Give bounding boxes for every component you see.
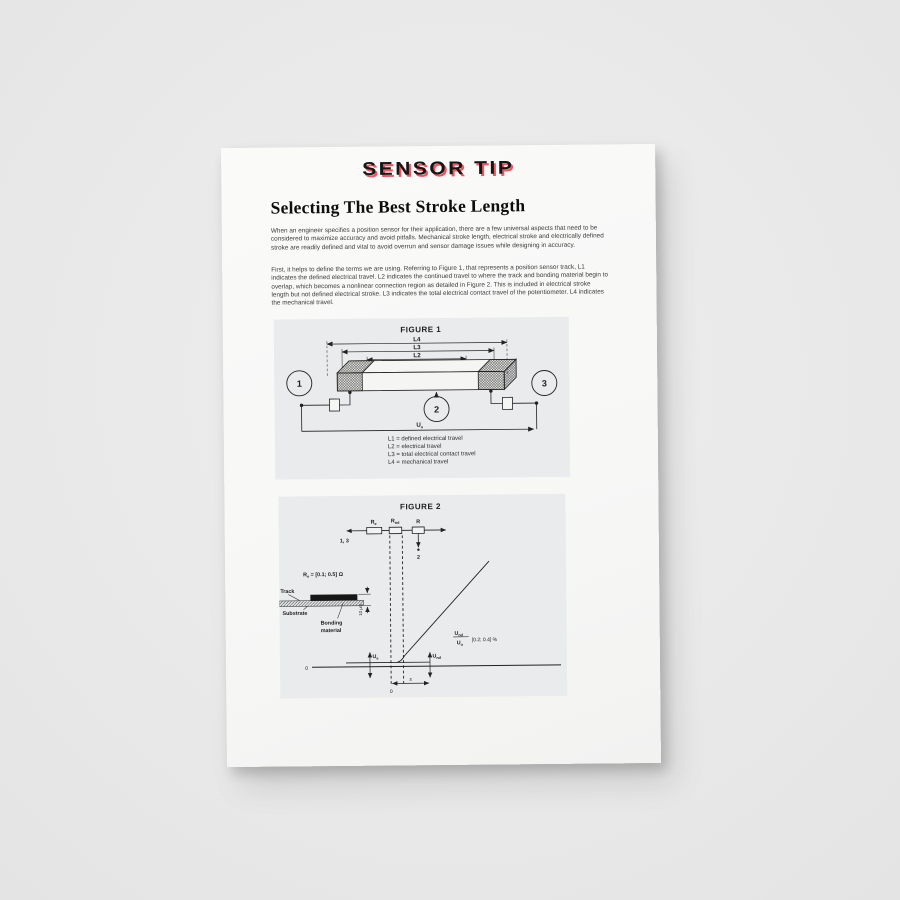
legend-l1: L1 = defined electrical travel: [387, 435, 463, 443]
terminals-1-3-label: 1, 3: [339, 538, 349, 545]
resistor-r-label: R: [416, 519, 421, 526]
track-cross-section: [279, 587, 371, 635]
figure-2: [278, 494, 567, 699]
dim-label-l2: L2: [413, 352, 421, 360]
dim-label-l4: L4: [413, 336, 421, 344]
re-equation: $R_e = [0.1$; 0.5] Ω: [303, 571, 344, 579]
ue-label: $U_e$: [372, 654, 379, 661]
s-dimension-label: s: [409, 676, 412, 683]
article-title: Selecting The Best Stroke Length: [270, 195, 526, 218]
range-label: [0.2; 0.4] %: [471, 636, 498, 644]
paragraph-1: When an engineer specifies a position sensor for their application, there are a few universal aspects that need to be considered to maximize accuracy and avoid pitfalls. Mechanical stroke length, electrical stroke and electrically defined stroke are readily defined and vital to avoid overrun and sensor damage issues while designing in accuracy.: [270, 224, 604, 252]
figure-2-drawing: [278, 494, 567, 699]
terminal-3-label: 3: [541, 378, 547, 389]
terminal-2-label-fig2: 2: [416, 554, 421, 561]
sensor-tip-logo: SENSOR TIP: [362, 157, 515, 180]
graph-zero-left: 0: [305, 665, 309, 672]
resistor-rnd-label: $R_{nd}$: [390, 518, 400, 525]
legend-l2: L2 = electrical travel: [387, 443, 442, 451]
legend-l4: L4 = mechanical travel: [388, 459, 449, 466]
nonlinearity-graph: [304, 560, 561, 695]
figure-1: [274, 317, 571, 480]
document-page: [221, 144, 661, 767]
figure-1-drawing: [274, 317, 571, 480]
resistor-re-label: $R_e$: [370, 519, 377, 527]
sensor-track: [337, 359, 516, 391]
figure-2-title: FIGURE 2: [399, 502, 441, 512]
track-label: Track: [280, 588, 295, 596]
und-label: $U_{nd}$: [432, 653, 442, 660]
fraction-denominator: $U_o$: [456, 640, 463, 647]
substrate-label: Substrate: [282, 610, 308, 618]
graph-zero-bottom: 0: [389, 688, 393, 696]
uo-label: $U_o$: [416, 421, 424, 430]
terminal-1-label: 1: [296, 378, 302, 389]
thickness-label: 10 µm: [357, 603, 364, 616]
dim-label-l3: L3: [413, 344, 421, 352]
resistor-circuit: [347, 527, 446, 552]
bonding-label-1: Bonding: [320, 620, 343, 627]
paragraph-2: First, it helps to define the terms we are using. Referring to Figure 1, that represents a position sensor track, L1 indicates the defined electrical travel. L2 indicates the continued travel to where the track and bonding material begin to overlap, which becomes a nonlinear connection region as detailed in Figure 2. This is included in electrical stroke length but not defined electrical stroke. L3 indicates the total electrical contact travel of the potentiometer. L4 indicates the mechanical travel.: [271, 263, 609, 307]
fraction-numerator: $U_{nd}$: [454, 630, 464, 638]
terminal-2-label: 2: [434, 404, 440, 415]
figure-1-title: FIGURE 1: [400, 324, 442, 335]
bonding-label-2: material: [320, 627, 342, 635]
legend-l3: L3 = total electrical contact travel: [387, 451, 476, 459]
bonding-material-bar: [310, 594, 357, 600]
